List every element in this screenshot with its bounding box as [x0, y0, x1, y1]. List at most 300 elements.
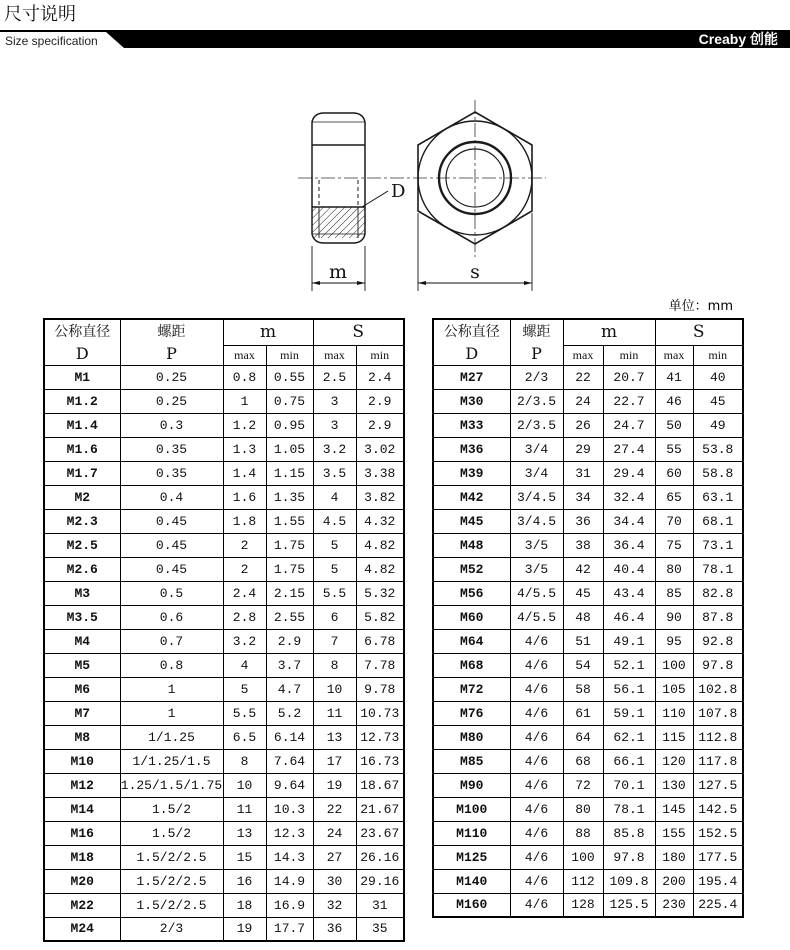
- s-max-cell: 7: [313, 629, 356, 653]
- size-table-right-body: [433, 365, 743, 917]
- m-min-cell: 0.95: [266, 413, 313, 437]
- pitch-cell: 1: [120, 701, 223, 725]
- nominal-diameter-symbol: D: [75, 344, 89, 364]
- size-table-right: [432, 318, 744, 918]
- nominal-diameter-header: [433, 319, 510, 365]
- m-min-cell: 6.14: [266, 725, 313, 749]
- s-min-cell: 225.4: [693, 893, 743, 917]
- m-max-cell: 2: [223, 533, 266, 557]
- m-max-cell: 42: [563, 557, 603, 581]
- table-row: [433, 485, 743, 509]
- m-min-cell: 43.4: [603, 581, 655, 605]
- m-min-header: min: [603, 345, 655, 365]
- s-min-cell: 63.1: [693, 485, 743, 509]
- pitch-cell: 3/4: [510, 437, 563, 461]
- table-row: [44, 701, 404, 725]
- s-min-cell: 45: [693, 389, 743, 413]
- pitch-cell: 0.4: [120, 485, 223, 509]
- m-header: m: [223, 319, 313, 345]
- pitch-cell: 1/1.25: [120, 725, 223, 749]
- table-row: [44, 725, 404, 749]
- table-row: [433, 365, 743, 389]
- m-max-cell: 45: [563, 581, 603, 605]
- nominal-diameter-cell: M68: [433, 653, 510, 677]
- s-min-cell: 152.5: [693, 821, 743, 845]
- nominal-diameter-cell: M64: [433, 629, 510, 653]
- m-min-cell: 12.3: [266, 821, 313, 845]
- s-min-cell: 58.8: [693, 461, 743, 485]
- m-min-cell: 1.75: [266, 533, 313, 557]
- m-min-cell: 1.75: [266, 557, 313, 581]
- nominal-diameter-cell: M27: [433, 365, 510, 389]
- m-max-cell: 1.3: [223, 437, 266, 461]
- nominal-diameter-cell: M80: [433, 725, 510, 749]
- m-max-cell: 64: [563, 725, 603, 749]
- m-min-cell: 10.3: [266, 797, 313, 821]
- m-min-cell: 29.4: [603, 461, 655, 485]
- m-max-cell: 31: [563, 461, 603, 485]
- m-min-cell: 62.1: [603, 725, 655, 749]
- m-max-cell: 128: [563, 893, 603, 917]
- s-min-cell: 97.8: [693, 653, 743, 677]
- pitch-cell: 0.45: [120, 557, 223, 581]
- m-min-cell: 0.55: [266, 365, 313, 389]
- s-min-cell: 3.38: [356, 461, 404, 485]
- s-min-cell: 68.1: [693, 509, 743, 533]
- pitch-cell: 1.25/1.5/1.75: [120, 773, 223, 797]
- nominal-diameter-cell: M76: [433, 701, 510, 725]
- pitch-cell: 2/3: [120, 917, 223, 941]
- m-max-cell: 34: [563, 485, 603, 509]
- m-max-cell: 100: [563, 845, 603, 869]
- table-row: [44, 845, 404, 869]
- s-max-cell: 60: [655, 461, 693, 485]
- table-row: [44, 413, 404, 437]
- s-max-cell: 4.5: [313, 509, 356, 533]
- m-min-cell: 17.7: [266, 917, 313, 941]
- table-row: [433, 461, 743, 485]
- pitch-cell: 1.5/2/2.5: [120, 893, 223, 917]
- s-max-cell: 100: [655, 653, 693, 677]
- nominal-diameter-symbol: D: [465, 344, 479, 364]
- pitch-cell: 0.7: [120, 629, 223, 653]
- s-max-cell: 3.2: [313, 437, 356, 461]
- s-max-cell: 27: [313, 845, 356, 869]
- width-across-flats-label: s: [470, 261, 480, 283]
- s-max-cell: 155: [655, 821, 693, 845]
- pitch-cell: 3/4.5: [510, 509, 563, 533]
- pitch-cell: 4/5.5: [510, 605, 563, 629]
- pitch-cell: 4/6: [510, 869, 563, 893]
- s-min-cell: 23.67: [356, 821, 404, 845]
- size-table-left-body: [44, 365, 404, 941]
- s-min-cell: 195.4: [693, 869, 743, 893]
- m-max-cell: 6.5: [223, 725, 266, 749]
- pitch-cell: 4/6: [510, 749, 563, 773]
- table-row: [433, 533, 743, 557]
- s-max-cell: 32: [313, 893, 356, 917]
- table-row: [44, 605, 404, 629]
- pitch-cell: 0.45: [120, 509, 223, 533]
- pitch-label: 螺距: [522, 324, 551, 341]
- s-max-cell: 3: [313, 389, 356, 413]
- s-max-cell: 22: [313, 797, 356, 821]
- nominal-diameter-cell: M3.5: [44, 605, 120, 629]
- s-min-cell: 4.32: [356, 509, 404, 533]
- m-max-cell: 5.5: [223, 701, 266, 725]
- m-min-cell: 36.4: [603, 533, 655, 557]
- pitch-cell: 4/6: [510, 893, 563, 917]
- table-row: [433, 629, 743, 653]
- m-min-cell: 34.4: [603, 509, 655, 533]
- m-max-cell: 1.4: [223, 461, 266, 485]
- s-min-cell: 2.4: [356, 365, 404, 389]
- m-max-cell: 5: [223, 677, 266, 701]
- s-max-cell: 95: [655, 629, 693, 653]
- m-max-cell: 16: [223, 869, 266, 893]
- nominal-diameter-cell: M42: [433, 485, 510, 509]
- m-max-cell: 54: [563, 653, 603, 677]
- s-max-cell: 110: [655, 701, 693, 725]
- table-row: [433, 557, 743, 581]
- s-min-cell: 40: [693, 365, 743, 389]
- s-min-cell: 127.5: [693, 773, 743, 797]
- s-min-cell: 2.9: [356, 389, 404, 413]
- m-max-cell: 11: [223, 797, 266, 821]
- table-row: [44, 869, 404, 893]
- m-max-cell: 2: [223, 557, 266, 581]
- table-row: [44, 917, 404, 941]
- pitch-cell: 4/6: [510, 701, 563, 725]
- nominal-diameter-cell: M52: [433, 557, 510, 581]
- m-max-header: max: [223, 345, 266, 365]
- s-min-cell: 7.78: [356, 653, 404, 677]
- s-min-cell: 4.82: [356, 557, 404, 581]
- s-max-cell: 120: [655, 749, 693, 773]
- pitch-symbol: P: [531, 344, 542, 364]
- table-row: [44, 629, 404, 653]
- nominal-diameter-cell: M45: [433, 509, 510, 533]
- pitch-cell: 3/5: [510, 557, 563, 581]
- table-row: [44, 797, 404, 821]
- m-min-cell: 16.9: [266, 893, 313, 917]
- s-max-cell: 6: [313, 605, 356, 629]
- nominal-diameter-cell: M48: [433, 533, 510, 557]
- m-min-cell: 1.35: [266, 485, 313, 509]
- table-row: [44, 389, 404, 413]
- s-max-cell: 5: [313, 557, 356, 581]
- table-row: [433, 701, 743, 725]
- s-min-cell: 21.67: [356, 797, 404, 821]
- m-max-cell: 58: [563, 677, 603, 701]
- table-row: [433, 509, 743, 533]
- s-max-cell: 55: [655, 437, 693, 461]
- m-max-cell: 3.2: [223, 629, 266, 653]
- m-header: m: [563, 319, 655, 345]
- m-min-cell: 14.9: [266, 869, 313, 893]
- pitch-cell: 2/3.5: [510, 413, 563, 437]
- s-min-cell: 9.78: [356, 677, 404, 701]
- m-max-cell: 18: [223, 893, 266, 917]
- table-row: [44, 653, 404, 677]
- table-row: [433, 773, 743, 797]
- m-max-cell: 0.8: [223, 365, 266, 389]
- table-row: [44, 821, 404, 845]
- nominal-diameter-cell: M110: [433, 821, 510, 845]
- m-min-cell: 32.4: [603, 485, 655, 509]
- m-min-cell: 70.1: [603, 773, 655, 797]
- m-max-cell: 1: [223, 389, 266, 413]
- m-min-cell: 85.8: [603, 821, 655, 845]
- m-max-cell: 1.8: [223, 509, 266, 533]
- nominal-diameter-label: 公称直径: [54, 324, 111, 341]
- table-row: [44, 581, 404, 605]
- table-row: [433, 845, 743, 869]
- table-row: [44, 749, 404, 773]
- s-max-cell: 5.5: [313, 581, 356, 605]
- m-min-cell: 3.7: [266, 653, 313, 677]
- pitch-header: [510, 319, 563, 365]
- s-min-cell: 78.1: [693, 557, 743, 581]
- s-min-cell: 142.5: [693, 797, 743, 821]
- s-min-cell: 117.8: [693, 749, 743, 773]
- table-row: [44, 533, 404, 557]
- m-min-cell: 9.64: [266, 773, 313, 797]
- m-max-cell: 8: [223, 749, 266, 773]
- s-min-cell: 5.32: [356, 581, 404, 605]
- s-min-cell: 35: [356, 917, 404, 941]
- s-max-header: max: [655, 345, 693, 365]
- s-max-cell: 130: [655, 773, 693, 797]
- section-hatch: [312, 207, 365, 238]
- s-max-cell: 75: [655, 533, 693, 557]
- s-min-cell: 87.8: [693, 605, 743, 629]
- table-row: [44, 773, 404, 797]
- s-max-cell: 13: [313, 725, 356, 749]
- m-min-cell: 66.1: [603, 749, 655, 773]
- m-max-cell: 15: [223, 845, 266, 869]
- nominal-diameter-cell: M20: [44, 869, 120, 893]
- m-min-cell: 14.3: [266, 845, 313, 869]
- s-min-cell: 18.67: [356, 773, 404, 797]
- table-row: [433, 677, 743, 701]
- s-max-cell: 85: [655, 581, 693, 605]
- m-max-cell: 36: [563, 509, 603, 533]
- nominal-diameter-cell: M2.3: [44, 509, 120, 533]
- m-min-cell: 4.7: [266, 677, 313, 701]
- s-max-cell: 145: [655, 797, 693, 821]
- pitch-cell: 1.5/2: [120, 797, 223, 821]
- nominal-diameter-cell: M100: [433, 797, 510, 821]
- table-row: [433, 869, 743, 893]
- s-min-cell: 26.16: [356, 845, 404, 869]
- pitch-cell: 0.5: [120, 581, 223, 605]
- m-min-cell: 1.05: [266, 437, 313, 461]
- section-subtitle: Size specification: [5, 34, 98, 48]
- pitch-cell: 0.35: [120, 437, 223, 461]
- table-row: [44, 365, 404, 389]
- m-min-cell: 97.8: [603, 845, 655, 869]
- table-row: [433, 413, 743, 437]
- s-min-cell: 107.8: [693, 701, 743, 725]
- m-max-cell: 4: [223, 653, 266, 677]
- pitch-cell: 0.25: [120, 389, 223, 413]
- m-max-cell: 88: [563, 821, 603, 845]
- nominal-diameter-cell: M1.6: [44, 437, 120, 461]
- diameter-label: D: [391, 181, 406, 202]
- s-min-cell: 10.73: [356, 701, 404, 725]
- pitch-cell: 1.5/2: [120, 821, 223, 845]
- nominal-diameter-cell: M125: [433, 845, 510, 869]
- nominal-diameter-cell: M16: [44, 821, 120, 845]
- s-min-cell: 3.82: [356, 485, 404, 509]
- m-max-cell: 51: [563, 629, 603, 653]
- m-max-cell: 26: [563, 413, 603, 437]
- s-max-cell: 5: [313, 533, 356, 557]
- s-min-cell: 16.73: [356, 749, 404, 773]
- m-min-cell: 2.9: [266, 629, 313, 653]
- m-max-cell: 19: [223, 917, 266, 941]
- pitch-cell: 0.8: [120, 653, 223, 677]
- nominal-diameter-cell: M85: [433, 749, 510, 773]
- table-row: [433, 653, 743, 677]
- s-max-cell: 200: [655, 869, 693, 893]
- nominal-diameter-cell: M3: [44, 581, 120, 605]
- nominal-diameter-cell: M33: [433, 413, 510, 437]
- pitch-cell: 4/6: [510, 653, 563, 677]
- m-min-cell: 2.15: [266, 581, 313, 605]
- m-max-cell: 2.8: [223, 605, 266, 629]
- table-row: [433, 605, 743, 629]
- s-min-cell: 12.73: [356, 725, 404, 749]
- m-max-cell: 80: [563, 797, 603, 821]
- nominal-diameter-cell: M36: [433, 437, 510, 461]
- s-max-cell: 80: [655, 557, 693, 581]
- s-min-cell: 177.5: [693, 845, 743, 869]
- m-max-cell: 1.2: [223, 413, 266, 437]
- s-max-cell: 46: [655, 389, 693, 413]
- nominal-diameter-cell: M1.2: [44, 389, 120, 413]
- pitch-label: 螺距: [157, 324, 186, 341]
- s-min-cell: 112.8: [693, 725, 743, 749]
- nominal-diameter-cell: M1: [44, 365, 120, 389]
- s-header: S: [655, 319, 743, 345]
- nominal-diameter-cell: M8: [44, 725, 120, 749]
- pitch-cell: 0.6: [120, 605, 223, 629]
- table-row: [433, 821, 743, 845]
- nominal-diameter-cell: M10: [44, 749, 120, 773]
- nominal-diameter-header: [44, 319, 120, 365]
- m-min-cell: 52.1: [603, 653, 655, 677]
- nominal-diameter-label: 公称直径: [443, 324, 500, 341]
- s-min-cell: 6.78: [356, 629, 404, 653]
- nominal-diameter-cell: M1.4: [44, 413, 120, 437]
- s-max-cell: 2.5: [313, 365, 356, 389]
- s-min-cell: 31: [356, 893, 404, 917]
- m-min-cell: 46.4: [603, 605, 655, 629]
- nominal-diameter-cell: M12: [44, 773, 120, 797]
- m-min-cell: 2.55: [266, 605, 313, 629]
- nominal-diameter-cell: M22: [44, 893, 120, 917]
- nominal-diameter-cell: M30: [433, 389, 510, 413]
- nominal-diameter-cell: M18: [44, 845, 120, 869]
- m-max-cell: 38: [563, 533, 603, 557]
- diameter-leader: [362, 191, 388, 207]
- thickness-label: m: [328, 261, 348, 283]
- nominal-diameter-cell: M160: [433, 893, 510, 917]
- pitch-header: [120, 319, 223, 365]
- s-max-cell: 70: [655, 509, 693, 533]
- m-min-header: min: [266, 345, 313, 365]
- table-header-row: [433, 319, 743, 345]
- m-max-cell: 72: [563, 773, 603, 797]
- table-row: [44, 557, 404, 581]
- pitch-cell: 1/1.25/1.5: [120, 749, 223, 773]
- nominal-diameter-cell: M7: [44, 701, 120, 725]
- s-min-cell: 29.16: [356, 869, 404, 893]
- s-min-cell: 92.8: [693, 629, 743, 653]
- table-row: [44, 509, 404, 533]
- table-row: [44, 893, 404, 917]
- s-max-cell: 10: [313, 677, 356, 701]
- nominal-diameter-cell: M4: [44, 629, 120, 653]
- s-max-cell: 50: [655, 413, 693, 437]
- s-min-cell: 82.8: [693, 581, 743, 605]
- pitch-cell: 4/6: [510, 821, 563, 845]
- s-max-cell: 19: [313, 773, 356, 797]
- nominal-diameter-cell: M24: [44, 917, 120, 941]
- nominal-diameter-cell: M5: [44, 653, 120, 677]
- s-min-cell: 49: [693, 413, 743, 437]
- nominal-diameter-cell: M2.6: [44, 557, 120, 581]
- m-min-cell: 22.7: [603, 389, 655, 413]
- m-min-cell: 0.75: [266, 389, 313, 413]
- table-row: [44, 461, 404, 485]
- table-row: [433, 389, 743, 413]
- m-max-cell: 10: [223, 773, 266, 797]
- m-min-cell: 109.8: [603, 869, 655, 893]
- table-row: [44, 437, 404, 461]
- pitch-cell: 3/4.5: [510, 485, 563, 509]
- nominal-diameter-cell: M14: [44, 797, 120, 821]
- m-min-cell: 5.2: [266, 701, 313, 725]
- m-min-cell: 20.7: [603, 365, 655, 389]
- s-max-cell: 41: [655, 365, 693, 389]
- s-min-cell: 102.8: [693, 677, 743, 701]
- page-title: 尺寸说明: [4, 4, 76, 25]
- nominal-diameter-cell: M2: [44, 485, 120, 509]
- m-min-cell: 40.4: [603, 557, 655, 581]
- pitch-cell: 4/6: [510, 797, 563, 821]
- m-max-header: max: [563, 345, 603, 365]
- nominal-diameter-cell: M1.7: [44, 461, 120, 485]
- s-min-cell: 73.1: [693, 533, 743, 557]
- pitch-cell: 4/6: [510, 845, 563, 869]
- m-max-cell: 112: [563, 869, 603, 893]
- s-max-cell: 11: [313, 701, 356, 725]
- nominal-diameter-cell: M72: [433, 677, 510, 701]
- table-row: [433, 797, 743, 821]
- s-max-cell: 3: [313, 413, 356, 437]
- s-min-cell: 4.82: [356, 533, 404, 557]
- nominal-diameter-cell: M6: [44, 677, 120, 701]
- size-table-left: [43, 318, 405, 942]
- nominal-diameter-cell: M2.5: [44, 533, 120, 557]
- s-max-cell: 115: [655, 725, 693, 749]
- unit-note: 单位：mm: [668, 299, 733, 314]
- m-max-cell: 13: [223, 821, 266, 845]
- pitch-symbol: P: [166, 344, 177, 364]
